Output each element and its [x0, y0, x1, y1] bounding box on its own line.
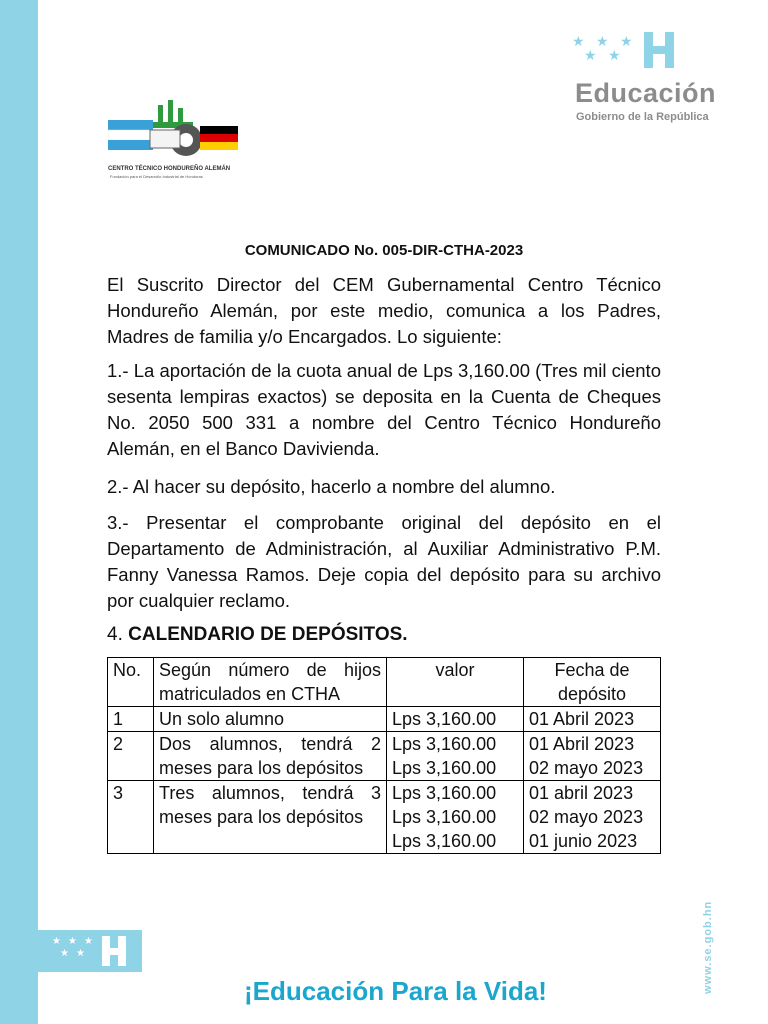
- header-desc: Según número de hijos matriculados en CTHA: [154, 658, 387, 707]
- row-value: Lps 3,160.00: [392, 709, 497, 729]
- item-3-paragraph: 3.- Presentar el comprobante original del depósito en el Departamento de Administración, al Auxiliar Administrativo P.M. Fanny Vanessa Ramos. Deje copia del depósito para su archivo por cualquier reclamo.: [107, 512, 661, 611]
- row-value: Lps 3,160.00: [392, 758, 497, 778]
- svg-text:★: ★: [60, 948, 69, 959]
- row-no: 3: [108, 781, 154, 854]
- table-row: [108, 781, 661, 854]
- row-no: 1: [108, 707, 154, 732]
- row-desc: Un solo alumno: [154, 707, 387, 732]
- footer-motto: ¡Educación Para la Vida!: [244, 976, 547, 1006]
- row-values: [387, 707, 524, 732]
- table-row: [108, 707, 661, 732]
- row-desc: Dos alumnos, tendrá 2 meses para los depósitos: [154, 732, 387, 781]
- calendar-heading-title: CALENDARIO DE DEPÓSITOS.: [128, 624, 408, 645]
- svg-text:★: ★: [52, 936, 61, 947]
- calendar-heading: [107, 624, 408, 646]
- row-date: 02 mayo 2023: [529, 807, 644, 827]
- document-title: COMUNICADO No. 005-DIR-CTHA-2023: [244, 242, 524, 259]
- row-no: 2: [108, 732, 154, 781]
- row-value: Lps 3,160.00: [392, 783, 497, 803]
- header-no: No.: [108, 658, 154, 707]
- row-values: [387, 781, 524, 854]
- row-date: 01 junio 2023: [529, 831, 638, 851]
- row-date: 01 Abril 2023: [529, 734, 635, 754]
- svg-text:★: ★: [596, 34, 609, 50]
- row-date: 02 mayo 2023: [529, 758, 644, 778]
- table-header-row: [108, 658, 661, 707]
- svg-text:★: ★: [608, 48, 621, 64]
- education-wordmark: Educación: [575, 78, 717, 108]
- calendar-heading-number: 4.: [107, 624, 123, 645]
- row-values: [387, 732, 524, 781]
- header-value: valor: [387, 658, 524, 707]
- deposit-calendar-table: [107, 657, 661, 854]
- svg-text:★: ★: [68, 936, 77, 947]
- item-2-paragraph: 2.- Al hacer su depósito, hacerlo a nombre del alumno.: [107, 476, 556, 497]
- row-date: 01 abril 2023: [529, 783, 634, 803]
- school-tagline-caption: Fundación para el Desarrollo Industrial de Honduras: [110, 174, 203, 179]
- svg-text:★: ★: [584, 48, 597, 64]
- svg-text:★: ★: [620, 34, 633, 50]
- header-date: Fecha de depósito: [524, 658, 661, 707]
- stars-icon: [572, 34, 633, 64]
- row-value: Lps 3,160.00: [392, 734, 497, 754]
- row-value: Lps 3,160.00: [392, 831, 497, 851]
- row-date: 01 Abril 2023: [529, 709, 635, 729]
- svg-text:★: ★: [572, 34, 585, 50]
- bottom-h-logo: [0, 930, 142, 972]
- row-value: Lps 3,160.00: [392, 807, 497, 827]
- svg-text:★: ★: [76, 948, 85, 959]
- government-subtitle: Gobierno de la República: [576, 111, 709, 123]
- row-dates: [524, 732, 661, 781]
- item-1-paragraph: 1.- La aportación de la cuota anual de Lps 3,160.00 (Tres mil ciento sesenta lempiras exactos) se deposita en la Cuenta de Cheques No. 2050 500 331 a nombre del Centro Técnico Hondureño Alemán, en el Banco Davivienda.: [107, 360, 661, 459]
- footer-url: www.se.gob.hn: [702, 900, 714, 994]
- svg-text:★: ★: [84, 936, 93, 947]
- table-row: [108, 732, 661, 781]
- h-stars-icon: [52, 932, 132, 970]
- side-accent-bar: [0, 0, 38, 1024]
- intro-paragraph: El Suscrito Director del CEM Gubernamental Centro Técnico Hondureño Alemán, por este medio, comunica a los Padres, Madres de familia y/o Encargados. Lo siguiente:: [107, 274, 661, 347]
- row-dates: [524, 781, 661, 854]
- school-name-caption: CENTRO TÉCNICO HONDUREÑO ALEMÁN: [108, 166, 231, 172]
- row-desc: Tres alumnos, tendrá 3 meses para los depósitos: [154, 781, 387, 854]
- row-dates: [524, 707, 661, 732]
